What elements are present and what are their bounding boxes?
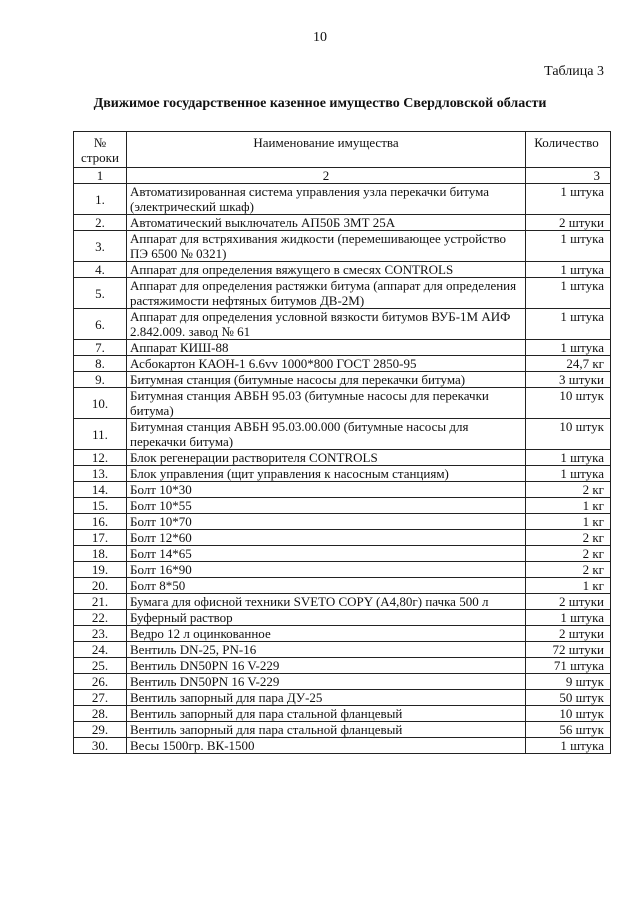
item-name: Аппарат для встряхивания жидкости (перемешивающее устройство ПЭ 6500 № 0321) bbox=[127, 231, 526, 262]
column-index-1: 1 bbox=[74, 168, 127, 184]
item-quantity: 72 штуки bbox=[526, 642, 611, 658]
page-number: 10 bbox=[313, 30, 327, 45]
row-number: 13. bbox=[74, 466, 127, 482]
table-row bbox=[74, 372, 611, 388]
item-quantity: 1 штука bbox=[526, 466, 611, 482]
item-name: Битумная станция (битумные насосы для перекачки битума) bbox=[127, 372, 526, 388]
table-row bbox=[74, 642, 611, 658]
table-row bbox=[74, 530, 611, 546]
table-row bbox=[74, 546, 611, 562]
item-quantity: 1 штука bbox=[526, 278, 611, 309]
item-name: Болт 8*50 bbox=[127, 578, 526, 594]
table-row bbox=[74, 184, 611, 215]
row-number: 21. bbox=[74, 594, 127, 610]
item-quantity: 2 штуки bbox=[526, 215, 611, 231]
item-quantity: 1 штука bbox=[526, 610, 611, 626]
row-number: 22. bbox=[74, 610, 127, 626]
header-name: Наименование имущества bbox=[127, 132, 526, 168]
item-name: Ведро 12 л оцинкованное bbox=[127, 626, 526, 642]
table-row bbox=[74, 514, 611, 530]
row-number: 23. bbox=[74, 626, 127, 642]
item-name: Болт 12*60 bbox=[127, 530, 526, 546]
item-name: Аппарат для определения условной вязкости битумов ВУБ-1М АИФ 2.842.009. завод № 61 bbox=[127, 309, 526, 340]
row-number: 7. bbox=[74, 340, 127, 356]
header-num-label: строки bbox=[81, 150, 119, 165]
item-name: Болт 10*30 bbox=[127, 482, 526, 498]
table-row bbox=[74, 610, 611, 626]
item-quantity: 1 штука bbox=[526, 231, 611, 262]
header-num bbox=[74, 132, 127, 168]
table-row bbox=[74, 466, 611, 482]
item-quantity: 71 штука bbox=[526, 658, 611, 674]
table-row bbox=[74, 262, 611, 278]
table-body bbox=[74, 184, 611, 754]
table-row bbox=[74, 309, 611, 340]
item-quantity: 10 штук bbox=[526, 706, 611, 722]
table-row bbox=[74, 594, 611, 610]
row-number: 29. bbox=[74, 722, 127, 738]
item-quantity: 50 штук bbox=[526, 690, 611, 706]
item-name: Весы 1500гр. ВК-1500 bbox=[127, 738, 526, 754]
row-number: 1. bbox=[74, 184, 127, 215]
item-name: Битумная станция АВБН 95.03 (битумные насосы для перекачки битума) bbox=[127, 388, 526, 419]
table-row bbox=[74, 482, 611, 498]
row-number: 26. bbox=[74, 674, 127, 690]
item-name: Вентиль запорный для пара ДУ-25 bbox=[127, 690, 526, 706]
row-number: 11. bbox=[74, 419, 127, 450]
item-name: Автоматизированная система управления узла перекачки битума (электрический шкаф) bbox=[127, 184, 526, 215]
item-quantity: 1 штука bbox=[526, 450, 611, 466]
row-number: 18. bbox=[74, 546, 127, 562]
item-quantity: 2 кг bbox=[526, 562, 611, 578]
item-quantity: 24,7 кг bbox=[526, 356, 611, 372]
item-name: Битумная станция АВБН 95.03.00.000 (битумные насосы для перекачки битума) bbox=[127, 419, 526, 450]
item-quantity: 1 кг bbox=[526, 514, 611, 530]
row-number: 24. bbox=[74, 642, 127, 658]
item-name: Буферный раствор bbox=[127, 610, 526, 626]
document-title: Движимое государственное казенное имущество Свердловской области bbox=[93, 96, 547, 111]
row-number: 2. bbox=[74, 215, 127, 231]
table-row bbox=[74, 450, 611, 466]
item-name: Вентиль DN50PN 16 V-229 bbox=[127, 674, 526, 690]
table-row bbox=[74, 690, 611, 706]
item-quantity: 3 штуки bbox=[526, 372, 611, 388]
item-quantity: 1 кг bbox=[526, 578, 611, 594]
table-row bbox=[74, 738, 611, 754]
table-row bbox=[74, 562, 611, 578]
table-row bbox=[74, 674, 611, 690]
row-number: 15. bbox=[74, 498, 127, 514]
table-row bbox=[74, 626, 611, 642]
item-quantity: 1 штука bbox=[526, 184, 611, 215]
table-row bbox=[74, 498, 611, 514]
item-name: Аппарат для определения растяжки битума (аппарат для определения растяжимости нефтяных битумов ДВ-2М) bbox=[127, 278, 526, 309]
row-number: 30. bbox=[74, 738, 127, 754]
table-row bbox=[74, 231, 611, 262]
row-number: 25. bbox=[74, 658, 127, 674]
item-quantity: 1 штука bbox=[526, 309, 611, 340]
item-name: Болт 16*90 bbox=[127, 562, 526, 578]
table-row bbox=[74, 722, 611, 738]
item-name: Блок регенерации растворителя CONTROLS bbox=[127, 450, 526, 466]
table-row bbox=[74, 658, 611, 674]
item-name: Болт 14*65 bbox=[127, 546, 526, 562]
table-row bbox=[74, 356, 611, 372]
item-quantity: 1 штука bbox=[526, 340, 611, 356]
row-number: 28. bbox=[74, 706, 127, 722]
row-number: 3. bbox=[74, 231, 127, 262]
header-qty: Количество bbox=[526, 132, 611, 168]
item-name: Болт 10*55 bbox=[127, 498, 526, 514]
row-number: 16. bbox=[74, 514, 127, 530]
row-number: 27. bbox=[74, 690, 127, 706]
row-number: 6. bbox=[74, 309, 127, 340]
item-quantity: 10 штук bbox=[526, 388, 611, 419]
item-name: Вентиль DN50PN 16 V-229 bbox=[127, 658, 526, 674]
item-quantity: 10 штук bbox=[526, 419, 611, 450]
item-name: Болт 10*70 bbox=[127, 514, 526, 530]
item-name: Блок управления (щит управления к насосным станциям) bbox=[127, 466, 526, 482]
row-number: 4. bbox=[74, 262, 127, 278]
row-number: 9. bbox=[74, 372, 127, 388]
row-number: 17. bbox=[74, 530, 127, 546]
table-row bbox=[74, 706, 611, 722]
row-number: 5. bbox=[74, 278, 127, 309]
row-number: 20. bbox=[74, 578, 127, 594]
table-row bbox=[74, 340, 611, 356]
item-quantity: 2 кг bbox=[526, 530, 611, 546]
header-num-symbol: № bbox=[93, 135, 107, 150]
table-row bbox=[74, 388, 611, 419]
item-quantity: 56 штук bbox=[526, 722, 611, 738]
table-row bbox=[74, 278, 611, 309]
item-quantity: 1 кг bbox=[526, 498, 611, 514]
item-quantity: 2 штуки bbox=[526, 594, 611, 610]
item-quantity: 1 штука bbox=[526, 738, 611, 754]
item-name: Бумага для офисной техники SVETO COPY (А4,80г) пачка 500 л bbox=[127, 594, 526, 610]
row-number: 8. bbox=[74, 356, 127, 372]
item-name: Вентиль DN-25, PN-16 bbox=[127, 642, 526, 658]
table-label: Таблица 3 bbox=[544, 64, 604, 79]
item-name: Вентиль запорный для пара стальной фланцевый bbox=[127, 722, 526, 738]
item-quantity: 2 кг bbox=[526, 546, 611, 562]
column-index-row bbox=[74, 168, 611, 184]
row-number: 19. bbox=[74, 562, 127, 578]
item-quantity: 1 штука bbox=[526, 262, 611, 278]
item-name: Аппарат для определения вяжущего в смесях CONTROLS bbox=[127, 262, 526, 278]
column-index-3: 3 bbox=[526, 168, 611, 184]
row-number: 14. bbox=[74, 482, 127, 498]
table-header-row bbox=[74, 132, 611, 168]
item-name: Асбокартон КАОН-1 6.6vv 1000*800 ГОСТ 2850-95 bbox=[127, 356, 526, 372]
row-number: 12. bbox=[74, 450, 127, 466]
row-number: 10. bbox=[74, 388, 127, 419]
column-index-2: 2 bbox=[127, 168, 526, 184]
item-quantity: 2 штуки bbox=[526, 626, 611, 642]
property-table bbox=[73, 131, 611, 754]
table-row bbox=[74, 419, 611, 450]
item-quantity: 2 кг bbox=[526, 482, 611, 498]
table-row bbox=[74, 215, 611, 231]
item-name: Вентиль запорный для пара стальной фланцевый bbox=[127, 706, 526, 722]
item-quantity: 9 штук bbox=[526, 674, 611, 690]
item-name: Автоматический выключатель АП50Б 3МТ 25А bbox=[127, 215, 526, 231]
table-row bbox=[74, 578, 611, 594]
item-name: Аппарат КИШ-88 bbox=[127, 340, 526, 356]
